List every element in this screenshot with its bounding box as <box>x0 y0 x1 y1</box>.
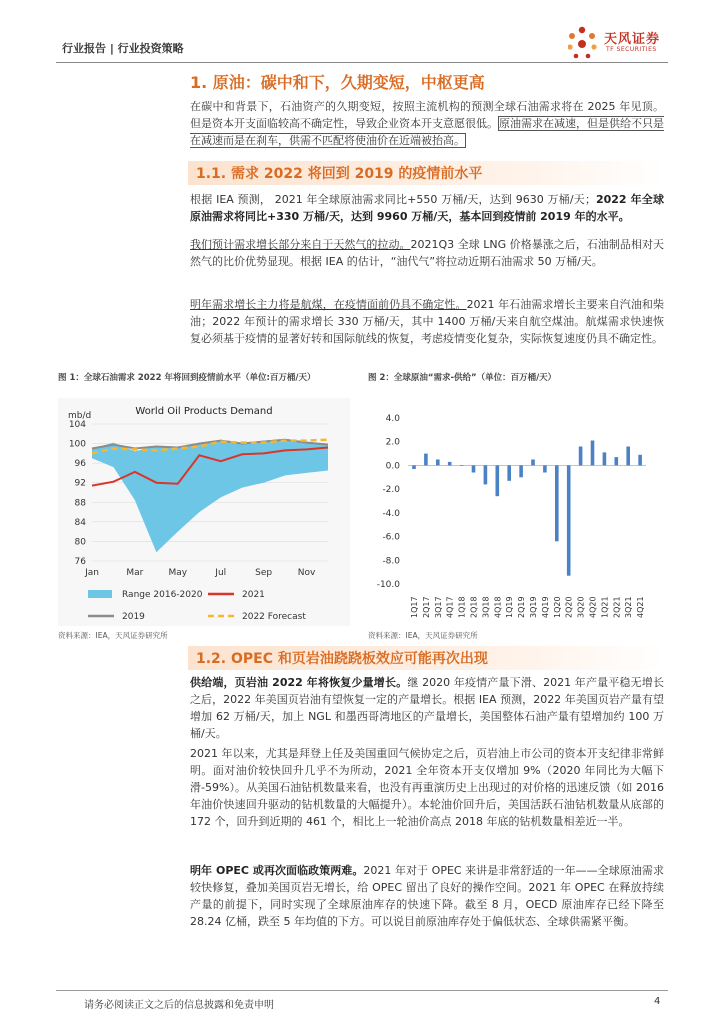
chart2-xtick-label: 4Q18 <box>493 596 503 618</box>
logo-petal <box>569 33 575 39</box>
chart2-ytick-label: 2.0 <box>385 437 400 448</box>
legend-label: 2022 Forecast <box>242 612 306 622</box>
chart2-xtick-label: 3Q18 <box>481 596 491 618</box>
chart2-xtick-label: 4Q21 <box>636 596 646 618</box>
chart2-ytick-label: -10.0 <box>376 580 400 590</box>
report-category: 行业报告 | 行业投资策略 <box>62 42 184 55</box>
section1-boxed-text: 原油需求在减速，但是供给不只是在减速而是在刹车，供需不匹配将使油价在近端被抬高。 <box>190 117 664 147</box>
figure1-source: 资料来源：IEA，天风证券研究所 <box>58 631 168 640</box>
chart2-ytick-label: -6.0 <box>382 532 400 543</box>
jetfuel-paragraph <box>190 296 664 347</box>
legend-label: Range 2016-2020 <box>122 590 203 600</box>
bar-2Q20 <box>567 465 571 575</box>
chart2-xtick-label: 3Q19 <box>528 596 538 618</box>
bar-4Q20 <box>591 441 595 466</box>
gas-paragraph <box>190 236 664 270</box>
legend-label: 2021 <box>242 590 265 600</box>
chart1-xtick-label: Jul <box>215 568 227 578</box>
bar-1Q20 <box>555 465 559 541</box>
bar-3Q17 <box>436 460 440 466</box>
brand-sub: TF SECURITIES <box>606 46 657 53</box>
chart2-xtick-label: 2Q21 <box>612 596 622 618</box>
chart1-ytick-label: 80 <box>74 537 86 548</box>
footer-disclaimer: 请务必阅读正文之后的信息披露和免责申明 <box>84 1000 274 1011</box>
chart2-xtick-label: 2Q19 <box>517 596 527 618</box>
shale-lead-text: 供给端，页岩油 2022 年将恢复少量增长。 <box>190 676 408 689</box>
logo-petal <box>568 44 573 49</box>
gas-text: 2021Q3 全球 LNG 价格暴涨之后，石油制品相对天然气的比价优势显现。根据 IEA 的估计，“油代气”将拉动近期石油需求 50 万桶/天。 <box>190 238 664 268</box>
brand-name: 天风证券 <box>604 32 661 47</box>
legend-swatch-range <box>88 590 112 598</box>
section-title: 1. 原油：碳中和下，久期变短，中枢更高 <box>190 73 485 92</box>
capex-paragraph: 2021 年以来，尤其是拜登上任及美国重回气候协定之后，页岩油上市公司的资本开支纪律非常鲜明。面对油价较快回升几乎不为所动，2021 全年资本开支仅增加 9%（2020 年同比为大幅下滑-59%）。从美国石油钻机数量来看，也没有再重演历史上出现过的对价格的迅速反馈（如 2016 年油价快速回升驱动的钻机数量的大幅提升）。本轮油价回升后，美国活跃石油钻机数量从底部的 172 个，回升到近期的 461 个，相比上一轮油价高点 2018 年底的钻机数量相差近一半。 <box>190 747 664 828</box>
logo-petal <box>579 27 585 33</box>
chart1-ytick-label: 104 <box>68 420 86 430</box>
chart1-ytick-label: 76 <box>74 557 86 567</box>
bar-4Q19 <box>543 465 547 472</box>
logo-center <box>578 40 586 48</box>
chart2-xtick-label: 1Q17 <box>409 596 419 618</box>
chart2-xtick-label: 4Q19 <box>540 596 550 618</box>
chart1-ytick-label: 96 <box>74 459 86 470</box>
chart2-xtick-label: 1Q20 <box>552 596 562 618</box>
chart1-title: World Oil Products Demand <box>135 406 273 417</box>
chart2-xtick-label: 1Q19 <box>505 596 515 618</box>
opec-lead-text: 明年 OPEC 或再次面临政策两难。 <box>190 864 364 877</box>
supply-demand-balance-chart <box>368 398 660 626</box>
chart2-xtick-label: 4Q20 <box>588 596 598 618</box>
jetfuel-text: 2021 年石油需求增长主要来自汽油和柴油；2022 年预计的需求增长 330 万桶/天，其中 1400 万桶/天来自航空煤油。航煤需求快速恢复必须基于疫情的显著好转和国际航线的恢复，考虑疫情变化复杂，实际恢复速度仍具不确定性。 <box>190 298 664 345</box>
shale-paragraph <box>190 674 664 742</box>
bar-2Q17 <box>424 454 428 466</box>
chart1-xtick-label: Nov <box>297 568 316 578</box>
bar-3Q20 <box>579 447 583 466</box>
bar-1Q17 <box>412 465 416 469</box>
bar-3Q18 <box>484 465 488 484</box>
bar-4Q18 <box>496 465 500 496</box>
bar-2Q21 <box>615 457 619 465</box>
legend-label: 2019 <box>122 612 145 622</box>
bar-4Q17 <box>448 462 452 466</box>
bar-1Q18 <box>460 465 464 466</box>
chart2-xtick-label: 4Q17 <box>445 596 455 618</box>
figure1-caption: 图 1：全球石油需求 2022 年将回到疫情前水平（单位:百万桶/天） <box>58 373 316 383</box>
logo-petal <box>574 54 579 59</box>
subsection-title: 1.1. 需求 2022 将回到 2019 的疫情前水平 <box>188 161 664 185</box>
chart2-xtick-label: 3Q20 <box>576 596 586 618</box>
chart1-xtick-label: May <box>168 568 188 578</box>
chart1-ylabel: mb/d <box>68 411 92 421</box>
logo-petal <box>589 33 595 39</box>
demand-paragraph <box>190 191 664 225</box>
figure2-source: 资料来源：IEA，天风证券研究所 <box>368 631 478 640</box>
chart1-ytick-label: 84 <box>74 517 86 528</box>
chart2-xtick-label: 2Q17 <box>421 596 431 618</box>
chart2-xtick-label: 1Q21 <box>600 596 610 618</box>
chart2-xtick-label: 2Q18 <box>469 596 479 618</box>
bar-1Q19 <box>507 465 511 480</box>
chart2-xtick-label: 3Q21 <box>624 596 634 618</box>
logo-petal <box>586 54 591 59</box>
bar-3Q19 <box>531 460 535 466</box>
logo-petal <box>591 44 596 49</box>
chart2-ytick-label: -8.0 <box>382 556 400 567</box>
chart1-ytick-label: 88 <box>74 498 86 509</box>
chart1-ytick-label: 92 <box>74 478 86 489</box>
chart2-ytick-label: -2.0 <box>382 485 400 496</box>
bar-1Q21 <box>603 452 607 465</box>
gas-lead-text: 我们预计需求增长部分来自于天然气的拉动。 <box>190 238 411 251</box>
chart2-xtick-label: 2Q20 <box>564 596 574 618</box>
jetfuel-lead-text: 明年需求增长主力将是航煤，在疫情面前仍具不确定性。 <box>190 298 467 311</box>
footer-divider <box>56 990 668 991</box>
chart1-xtick-label: Jan <box>85 568 99 578</box>
chart2-xtick-label: 1Q18 <box>457 596 467 618</box>
figure2-caption: 图 2：全球原油“需求-供给”（单位：百万桶/天） <box>368 373 557 383</box>
section1-paragraph <box>190 98 664 149</box>
header-divider <box>56 62 668 63</box>
subsection-title-opec: 1.2. OPEC 和页岩油跷跷板效应可能再次出现 <box>188 646 664 670</box>
shale-text: 继 2020 年疫情产量下滑、2021 年产量平稳无增长之后，2022 年美国页岩油有望恢复一定的产量增长。根据 IEA 预测，2022 年美国页岩产量有望增加 62 万桶/天，加上 NGL 和墨西哥湾地区的产量增长，美国整体石油产量有望增加约 100 万桶/天。 <box>190 676 664 740</box>
chart2-ytick-label: -4.0 <box>382 508 400 519</box>
chart2-xtick-label: 3Q17 <box>433 596 443 618</box>
chart1-ytick-label: 100 <box>68 439 86 450</box>
chart1-xtick-label: Mar <box>126 568 144 578</box>
bar-2Q19 <box>519 465 523 477</box>
page-number: 4 <box>654 996 661 1007</box>
oil-demand-chart <box>58 398 350 626</box>
bar-3Q21 <box>626 447 630 466</box>
chart2-ytick-label: 0.0 <box>385 461 400 472</box>
demand-bold-text: 2022 年全球原油需求将同比+330 万桶/天，达到 9960 万桶/天，基本回到疫情前 2019 年的水平。 <box>190 193 664 223</box>
chart2-ytick-label: 4.0 <box>385 414 400 424</box>
bar-2Q18 <box>472 465 476 472</box>
demand-text: 根据 IEA 预测， 2021 年全球原油需求同比+550 万桶/天，达到 9630 万桶/天； <box>190 193 596 206</box>
opec-text: 2021 年对于 OPEC 来讲是非常舒适的一年——全球原油需求较快修复，叠加美国页岩无增长，给 OPEC 留出了良好的操作空间。2021 年 OPEC 在释放持续产量的前提下，同时实现了全球原油库存的快速下降。截至 8 月，OECD 原油库存已经下降至 28.24 亿桶，跌至 5 年均值的下方。可以说目前原油库存处于偏低状态、全球供需紧平衡。 <box>190 864 664 928</box>
opec-paragraph <box>190 862 664 930</box>
section1-text: 在碳中和背景下，石油资产的久期变短，按照主流机构的预测全球石油需求将在 2025 年见顶。但是资本开支面临较高不确定性，导致企业资本开支意愿很低。 <box>190 100 664 130</box>
chart1-xtick-label: Sep <box>255 568 273 578</box>
bar-4Q21 <box>638 455 642 466</box>
